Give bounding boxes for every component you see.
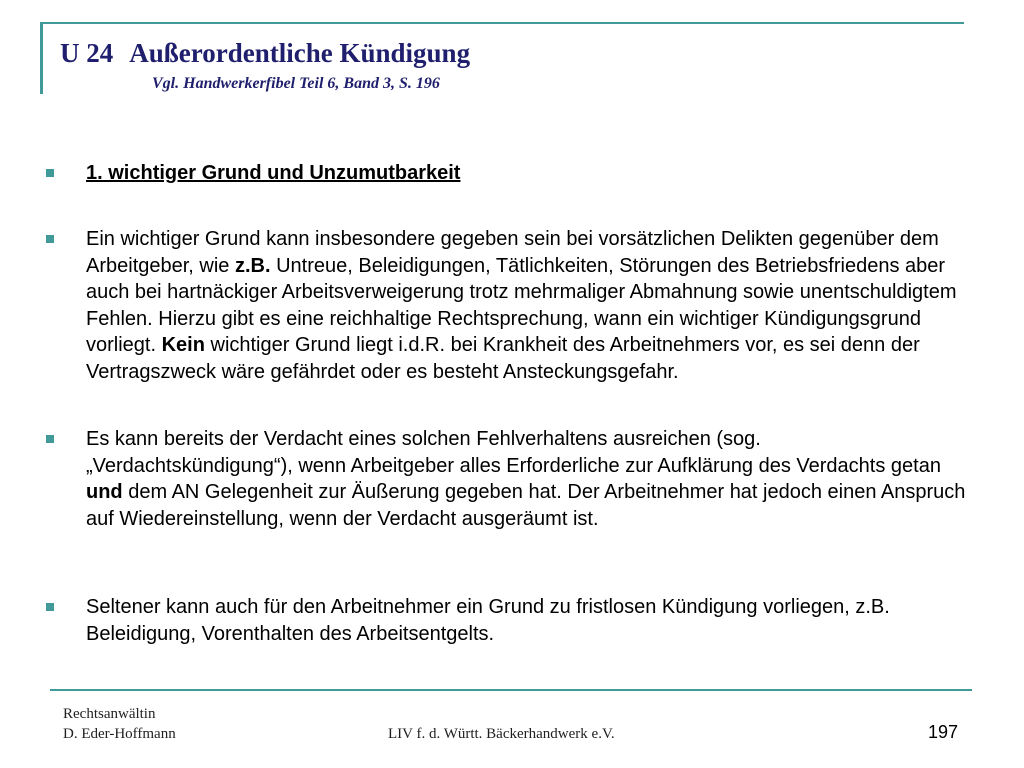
slide-title [60,38,470,69]
bullet-item [44,594,966,647]
bullet-item [44,226,966,385]
text-run: wichtiger Grund liegt i.d.R. bei Krankheit des Arbeitnehmers vor, es sei denn der Vertragszweck wäre gefährdet oder es besteht Ansteckungsgefahr. [86,334,920,383]
bullet-square-icon [46,169,54,177]
bullet-item [44,426,966,532]
bullet-text: Seltener kann auch für den Arbeitnehmer ein Grund zu fristlosen Kündigung vorliegen, z.B. Beleidigung, Vorenthalten des Arbeitsentgelts. [86,596,890,645]
text-run: Untreue, Beleidigungen, Tätlichkeiten, Störungen des Betriebsfriedens aber auch bei hartnäckiger Arbeitsverweigerung trotz mehrmaliger Abmahnung sowie unentschuldigtem Fehlen. Hierzu gibt es eine reichhaltige Rechtsprechung, wann ein wichtiger Kündigungsgrund vorliegt. [86,254,957,356]
bold-run: und [86,481,123,503]
footer-author-title: Rechtsanwältin [63,706,156,722]
bold-run: Kein [161,334,205,356]
title-top-rule [40,22,964,24]
footer-organization: LIV f. d. Württ. Bäckerhandwerk e.V. [388,726,615,742]
bullet-square-icon [46,603,54,611]
text-run: Es kann bereits der Verdacht eines solchen Fehlverhaltens ausreichen (sog. „Verdachtskündigung“), wenn Arbeitgeber alles Erforderliche zur Aufklärung des Verdachts getan [86,428,941,477]
bullet-square-icon [46,435,54,443]
bullet-square-icon [46,235,54,243]
page-number: 197 [928,722,959,742]
footer-author-name: D. Eder-Hoffmann [63,726,176,742]
bullet-heading: 1. wichtiger Grund und Unzumutbarkeit [86,162,461,184]
title-number: U 24 [60,38,114,68]
bullet-text [86,426,966,532]
text-run: Ein wichtiger Grund kann insbesondere gegeben sein bei vorsätzlichen Delikten gegenüber dem Arbeitgeber, wie [86,228,939,277]
footer-rule [50,689,972,691]
footer-author [63,704,176,744]
text-run: dem AN Gelegenheit zur Äußerung gegeben hat. Der Arbeitnehmer hat jedoch einen Anspruch auf Wiedereinstellung, wenn der Verdacht ausgeräumt ist. [86,481,966,530]
slide-subtitle: Vgl. Handwerkerfibel Teil 6, Band 3, S. 196 [152,75,440,92]
bullet-text [86,226,966,385]
bold-run: z.B. [234,254,271,277]
bullet-item [44,160,966,187]
title-left-rule [40,22,43,94]
title-text: Außerordentliche Kündigung [129,38,471,68]
